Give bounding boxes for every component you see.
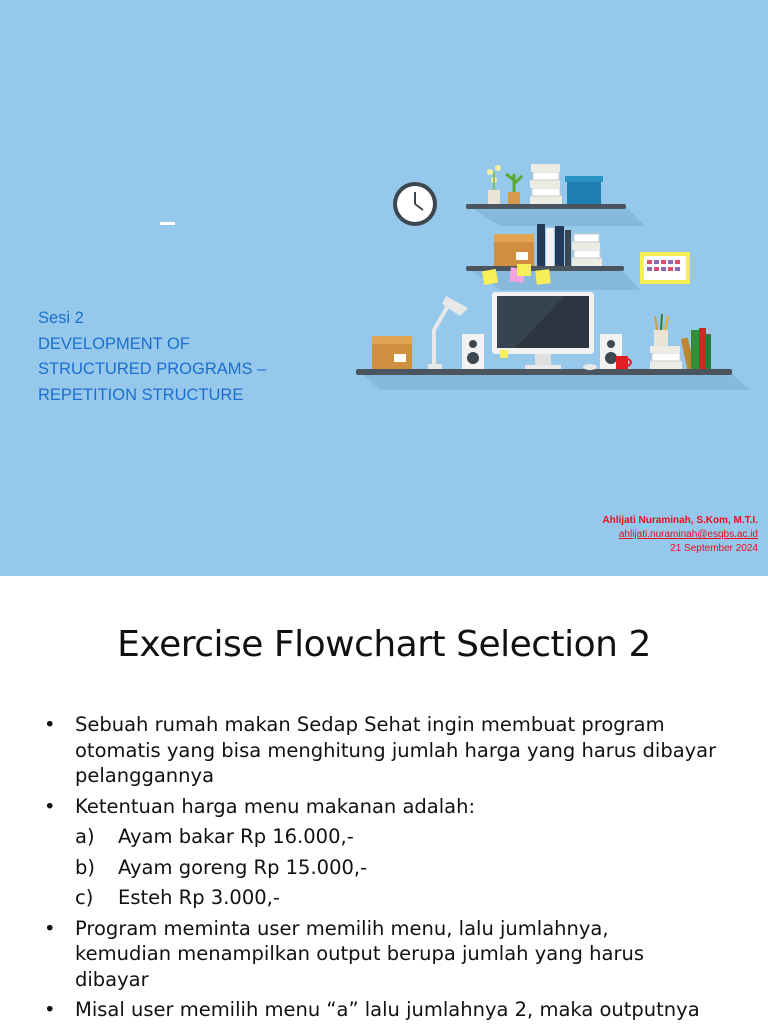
slide-content xyxy=(44,712,744,1023)
menu-item-text: Ayam goreng Rp 15.000,- xyxy=(118,855,368,879)
menu-item-text: Ayam bakar Rp 16.000,- xyxy=(118,825,354,848)
menu-item-label: c) xyxy=(75,886,94,909)
top-shelf xyxy=(466,164,645,226)
middle-shelf xyxy=(466,224,640,290)
monitor-icon xyxy=(492,292,594,369)
bullet-item xyxy=(44,794,744,820)
bullet-item xyxy=(44,916,744,993)
title-placeholder-dash xyxy=(160,222,175,225)
bullet-line: • Misal user memilih menu “a” lalu jumlahnya 2, maka outputnya xyxy=(75,998,700,1021)
bullet-line: pelanggannya xyxy=(75,764,215,787)
bullet-item xyxy=(44,712,744,789)
session-title-block xyxy=(38,306,266,408)
menu-item xyxy=(44,855,744,881)
session-label: Sesi 2 xyxy=(38,309,84,327)
slide-title: Exercise Flowchart Selection 2 xyxy=(117,624,651,665)
exercise-slide xyxy=(0,576,768,1024)
desk-shelf xyxy=(356,292,750,390)
author-email-link[interactable]: ahlijati.nuraminah@esqbs.ac.id xyxy=(618,529,758,540)
menu-item-label: b) xyxy=(75,855,95,879)
title-line-1: DEVELOPMENT OF xyxy=(38,334,190,353)
calendar-icon xyxy=(640,252,690,284)
author-name: Ahlijati Nuraminah, S.Kom, M.T.I. xyxy=(602,515,758,526)
menu-item-text: Esteh Rp 3.000,- xyxy=(118,886,280,909)
title-line-2: STRUCTURED PROGRAMS – xyxy=(38,360,267,378)
bullet-line: kemudian menampilkan output berupa jumlah yang harus xyxy=(75,942,644,965)
bullet-line: • Sebuah rumah makan Sedap Sehat ingin membuat program xyxy=(75,713,665,736)
bullet-line: dibayar xyxy=(75,967,149,991)
bullet-line: otomatis yang bisa menghitung jumlah harga yang harus dibayar xyxy=(75,738,717,762)
office-shelves-illustration xyxy=(350,150,760,400)
menu-item xyxy=(44,824,744,850)
title-line-3: REPETITION STRUCTURE xyxy=(38,385,244,404)
menu-item xyxy=(44,885,744,911)
wall-clock-icon xyxy=(393,182,437,226)
presentation-date: 21 September 2024 xyxy=(670,543,758,554)
bullet-line: • Ketentuan harga menu makanan adalah: xyxy=(75,794,476,818)
menu-item-label: a) xyxy=(75,825,95,848)
bullet-line: • Program meminta user memilih menu, lalu jumlahnya, xyxy=(75,916,609,940)
author-block xyxy=(602,514,758,556)
bullet-item xyxy=(44,997,744,1023)
